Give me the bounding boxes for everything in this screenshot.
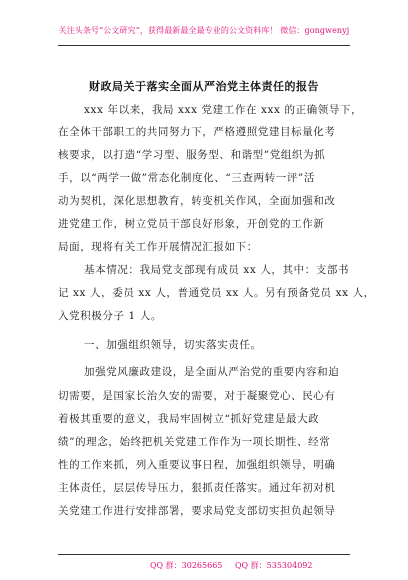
body-line: 关党建工作进行安排部署，要求局党支部切实担负起领导 (58, 505, 336, 517)
body-line: 主体责任，层层传导压力，狠抓责任落实。通过年初对机 (58, 482, 336, 494)
footer-qq-group-2: QQ 群：535304092 (235, 561, 313, 570)
body-line: 进党建工作，树立党员干部良好形象，开创党的工作新 (58, 218, 325, 230)
body-line: 着极其重要的意义，我局牢固树立“抓好党建是最大政 (58, 413, 320, 425)
body-line: 动为契机，深化思想教育，转变机关作风，全面加强和改 (58, 195, 336, 207)
body-line: 切需要，是国家长治久安的需要，对于凝聚党心、民心有 (58, 390, 336, 402)
header-banner: 关注头条号“公文研究”，获得最新最全最专业的公文资料库！ 微信：gongwenyj (58, 26, 350, 35)
header-divider (58, 45, 350, 46)
body-line: 加强党风廉政建设，是全面从严治党的重要内容和迫 (84, 366, 340, 378)
section-heading: 一、加强组织领导，切实落实责任。 (84, 339, 262, 351)
footer-divider (58, 554, 350, 555)
body-line: 局面，现将有关工作开展情况汇报如下： (58, 241, 258, 253)
body-line: xxx 年以来，我局 xxx 党建工作在 xxx 的正确领导下， (84, 104, 363, 116)
body-line: 核要求，以打造“学习型、服务型、和谐型”党组织为抓 (58, 149, 326, 161)
document-title: 财政局关于落实全面从严治党主体责任的报告 (89, 80, 319, 93)
body-line: 性的工作来抓，列入重要议事日程，加强组织领导，明确 (58, 459, 336, 471)
body-line: 基本情况：我局党支部现有成员 xx 人，其中：支部书 (84, 264, 350, 276)
body-line: 绩”的理念，始终把机关党建工作作为一项长期性、经常 (58, 436, 331, 448)
body-line: 入党积极分子 1 人。 (58, 310, 162, 322)
footer-qq-group-1: QQ 群：30265665 (150, 561, 223, 570)
body-line: 在全体干部职工的共同努力下，严格遵照党建目标量化考 (58, 126, 336, 138)
body-line: 记 xx 人，委员 xx 人，普通党员 xx 人。另有预备党员 xx 人， (58, 287, 375, 299)
body-line: 手，以“两学一做”常态化制度化、“三查两转一评”活 (58, 172, 315, 184)
